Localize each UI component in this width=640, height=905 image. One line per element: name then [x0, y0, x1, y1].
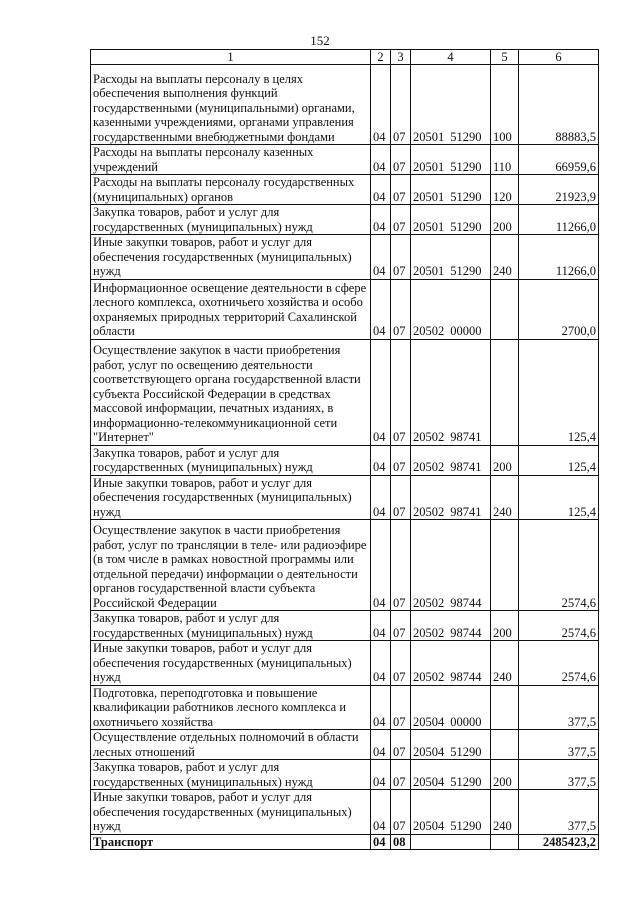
table-row	[91, 445, 599, 475]
subsection-code: 07	[391, 475, 411, 520]
amount: 377,5	[519, 730, 599, 760]
direction-code: 98741	[450, 430, 482, 444]
description-line: Расходы на выплаты персоналу казенных	[93, 145, 314, 159]
subsection-code: 07	[391, 790, 411, 835]
description-line: государственными внебюджетными фондами	[93, 129, 335, 144]
amount: 125,4	[519, 339, 599, 445]
subsection-code: 07	[391, 339, 411, 445]
direction-code: 51290	[450, 159, 482, 174]
section-code: 04	[371, 520, 391, 611]
direction-code: 98744	[450, 595, 482, 610]
program-code: 20501	[413, 264, 445, 278]
column-header-4: 4	[411, 50, 491, 65]
target-article-code	[411, 730, 491, 760]
target-article-code	[411, 279, 491, 339]
amount: 11266,0	[519, 205, 599, 235]
table-row	[91, 730, 599, 760]
program-code: 20504	[413, 819, 445, 833]
section-code: 04	[371, 145, 391, 175]
description-line: массовой информации, печатных изданиях, в	[93, 401, 334, 415]
table-row	[91, 641, 599, 686]
expense-type-code: 200	[491, 205, 519, 235]
target-article-code	[411, 175, 491, 205]
description-line: Осуществление отдельных полномочий в области	[93, 730, 359, 744]
amount: 377,5	[519, 760, 599, 790]
subsection-code: 07	[391, 641, 411, 686]
section-code: 04	[371, 65, 391, 145]
section-code: 04	[371, 279, 391, 339]
description-line: обеспечения государственных (муниципальных)	[93, 249, 352, 264]
table-row	[91, 339, 599, 445]
description-line: охотничьего хозяйства	[93, 714, 214, 729]
description-line: обеспечения государственных (муниципальных)	[93, 655, 352, 670]
subsection-code: 07	[391, 145, 411, 175]
subsection-code: 07	[391, 611, 411, 641]
subsection-code: 07	[391, 520, 411, 611]
target-article-code	[411, 65, 491, 145]
program-code: 20504	[413, 714, 445, 729]
description-line: обеспечения выполнения функций	[93, 86, 278, 100]
direction-code: 51290	[450, 129, 482, 144]
program-code: 20501	[413, 189, 445, 204]
target-article-code	[411, 475, 491, 520]
page-number: 152	[310, 33, 330, 48]
amount: 125,4	[519, 475, 599, 520]
row-description	[91, 339, 371, 445]
direction-code: 51290	[450, 219, 482, 234]
program-code: 20502	[413, 595, 445, 610]
target-article-code	[411, 145, 491, 175]
budget-table	[90, 49, 599, 850]
expense-type-code: 200	[491, 445, 519, 475]
expense-type-code: 240	[491, 641, 519, 686]
amount: 2574,6	[519, 641, 599, 686]
expense-type-code: 120	[491, 175, 519, 205]
description-line: государственных (муниципальных) нужд	[93, 460, 313, 474]
target-article-code	[411, 339, 491, 445]
direction-code: 51290	[450, 264, 482, 278]
table-row	[91, 475, 599, 520]
target-article-code	[411, 685, 491, 730]
target-article-code	[411, 834, 491, 850]
section-code: 04	[371, 445, 391, 475]
expense-type-code: 240	[491, 790, 519, 835]
table-row	[91, 520, 599, 611]
table-row	[91, 235, 599, 280]
section-code: 04	[371, 834, 391, 850]
column-header-1: 1	[91, 50, 371, 65]
table-row	[91, 205, 599, 235]
column-header-6: 6	[519, 50, 599, 65]
target-article-code	[411, 520, 491, 611]
description-line: Иные закупки товаров, работ и услуг для	[93, 641, 313, 655]
description-line: Расходы на выплаты персоналу государственных	[93, 175, 355, 189]
column-header-2: 2	[371, 50, 391, 65]
table-row	[91, 790, 599, 835]
description-line: обеспечения государственных (муниципальных)	[93, 490, 352, 504]
program-code: 20504	[413, 774, 445, 789]
row-description	[91, 685, 371, 730]
expense-type-code	[491, 685, 519, 730]
subsection-code: 07	[391, 279, 411, 339]
program-code: 20501	[413, 159, 445, 174]
subsection-code: 07	[391, 760, 411, 790]
program-code: 20504	[413, 744, 445, 759]
amount: 21923,9	[519, 175, 599, 205]
program-code: 20502	[413, 504, 445, 519]
description-line: нужд	[93, 504, 121, 519]
subsection-code: 07	[391, 65, 411, 145]
amount: 2574,6	[519, 520, 599, 611]
section-code: 04	[371, 175, 391, 205]
target-article-code	[411, 611, 491, 641]
description-line: обеспечения государственных (муниципальных)	[93, 804, 352, 819]
subsection-code: 08	[391, 834, 411, 850]
description-line: субъекта Российской Федерации в средствах	[93, 386, 331, 401]
subsection-code: 07	[391, 175, 411, 205]
description-line: Иные закупки товаров, работ и услуг для	[93, 790, 313, 804]
program-code: 20502	[413, 625, 445, 640]
budget-body	[91, 65, 599, 850]
table-row	[91, 611, 599, 641]
description-line: отдельной передачи) информации о деятельности	[93, 566, 358, 581]
direction-code: 51290	[450, 744, 482, 759]
row-description	[91, 445, 371, 475]
subsection-code: 07	[391, 205, 411, 235]
description-line: "Интернет"	[93, 430, 154, 444]
column-header-3: 3	[391, 50, 411, 65]
amount: 2700,0	[519, 279, 599, 339]
row-description	[91, 475, 371, 520]
row-description	[91, 279, 371, 339]
section-code: 04	[371, 760, 391, 790]
row-description	[91, 65, 371, 145]
program-code: 20502	[413, 324, 445, 338]
description-line: охраняемых природных территорий Сахалинской	[93, 309, 357, 324]
table-row	[91, 760, 599, 790]
description-line: области	[93, 324, 135, 338]
description-line: нужд	[93, 819, 121, 833]
expense-type-code	[491, 834, 519, 850]
program-code: 20502	[413, 430, 445, 444]
description-line: Подготовка, переподготовка и повышение	[93, 685, 318, 700]
row-description	[91, 235, 371, 280]
description-line: Закупка товаров, работ и услуг для	[93, 611, 280, 625]
description-line: Осуществление закупок в части приобретения	[93, 343, 341, 357]
description-line: Закупка товаров, работ и услуг для	[93, 760, 280, 774]
table-row	[91, 145, 599, 175]
direction-code: 00000	[450, 714, 482, 729]
row-description	[91, 641, 371, 686]
description-line: Российской Федерации	[93, 595, 217, 610]
program-code: 20502	[413, 460, 445, 474]
row-description	[91, 611, 371, 641]
row-description	[91, 205, 371, 235]
expense-type-code: 100	[491, 65, 519, 145]
section-code: 04	[371, 730, 391, 760]
table-row	[91, 279, 599, 339]
expense-type-code	[491, 339, 519, 445]
description-line: Закупка товаров, работ и услуг для	[93, 205, 280, 219]
table-row	[91, 685, 599, 730]
expense-type-code	[491, 520, 519, 611]
description-line: соответствующего органа государственной власти	[93, 372, 361, 386]
description-line: органов государственной власти субъекта	[93, 581, 316, 595]
description-line: (в том числе в рамках новостной программы или	[93, 552, 354, 566]
amount: 125,4	[519, 445, 599, 475]
section-code: 04	[371, 475, 391, 520]
direction-code: 51290	[450, 774, 482, 789]
description-line: нужд	[93, 264, 121, 278]
expense-type-code	[491, 279, 519, 339]
description-line: Закупка товаров, работ и услуг для	[93, 445, 280, 460]
direction-code: 98744	[450, 625, 482, 640]
description-line: (муниципальных) органов	[93, 189, 234, 204]
table-row	[91, 834, 599, 850]
row-description	[91, 145, 371, 175]
description-line: Иные закупки товаров, работ и услуг для	[93, 235, 313, 249]
section-code: 04	[371, 339, 391, 445]
amount: 377,5	[519, 790, 599, 835]
section-code: 04	[371, 205, 391, 235]
row-description	[91, 760, 371, 790]
column-header-5: 5	[491, 50, 519, 65]
target-article-code	[411, 760, 491, 790]
target-article-code	[411, 790, 491, 835]
section-code: 04	[371, 685, 391, 730]
description-line: учреждений	[93, 159, 158, 174]
direction-code: 51290	[450, 819, 482, 833]
description-line: информационно-телекоммуникационной сети	[93, 415, 338, 430]
description-line: квалификации работников лесного комплекса и	[93, 700, 347, 714]
program-code: 20501	[413, 219, 445, 234]
amount: 377,5	[519, 685, 599, 730]
direction-code: 98741	[450, 460, 482, 474]
direction-code: 98744	[450, 670, 482, 684]
expense-type-code: 110	[491, 145, 519, 175]
row-description	[91, 790, 371, 835]
description-line: казенными учреждениями, органами управления	[93, 115, 354, 129]
description-line: Информационное освещение деятельности в сфере	[93, 280, 367, 295]
subsection-code: 07	[391, 685, 411, 730]
amount: 2485423,2	[519, 834, 599, 850]
direction-code: 00000	[450, 324, 482, 338]
description-line: Осуществление закупок в части приобретения	[93, 523, 341, 537]
section-code: 04	[371, 641, 391, 686]
subsection-code: 07	[391, 730, 411, 760]
row-description	[91, 730, 371, 760]
amount: 88883,5	[519, 65, 599, 145]
description-line: нужд	[93, 670, 121, 684]
target-article-code	[411, 641, 491, 686]
expense-type-code	[491, 730, 519, 760]
target-article-code	[411, 235, 491, 280]
section-code: 04	[371, 790, 391, 835]
description-line: работ, услуг по трансляции в теле- или радиоэфире	[93, 537, 367, 552]
program-code: 20501	[413, 129, 445, 144]
expense-type-code: 200	[491, 760, 519, 790]
subsection-code: 07	[391, 235, 411, 280]
description-line: работ, услуг по освещению деятельности	[93, 357, 313, 372]
amount: 11266,0	[519, 235, 599, 280]
row-description	[91, 175, 371, 205]
description-line: государственных (муниципальных) нужд	[93, 219, 313, 234]
section-code: 04	[371, 611, 391, 641]
amount: 2574,6	[519, 611, 599, 641]
subsection-code: 07	[391, 445, 411, 475]
section-code: 04	[371, 235, 391, 280]
direction-code: 98741	[450, 504, 482, 519]
row-description	[91, 834, 371, 850]
expense-type-code: 240	[491, 475, 519, 520]
column-number-row	[91, 50, 599, 65]
description-line: государственных (муниципальных) нужд	[93, 625, 313, 640]
table-row	[91, 65, 599, 145]
table-row	[91, 175, 599, 205]
description-line: Транспорт	[93, 834, 154, 849]
target-article-code	[411, 205, 491, 235]
row-description	[91, 520, 371, 611]
description-line: лесных отношений	[93, 744, 195, 759]
description-line: государственными (муниципальными) органами,	[93, 100, 355, 115]
expense-type-code: 240	[491, 235, 519, 280]
description-line: Иные закупки товаров, работ и услуг для	[93, 475, 313, 490]
target-article-code	[411, 445, 491, 475]
program-code: 20502	[413, 670, 445, 684]
expense-type-code: 200	[491, 611, 519, 641]
description-line: государственных (муниципальных) нужд	[93, 774, 313, 789]
description-line: лесного комплекса, охотничьего хозяйства и особо	[93, 295, 363, 309]
direction-code: 51290	[450, 189, 482, 204]
amount: 66959,6	[519, 145, 599, 175]
description-line: Расходы на выплаты персоналу в целях	[93, 71, 303, 86]
